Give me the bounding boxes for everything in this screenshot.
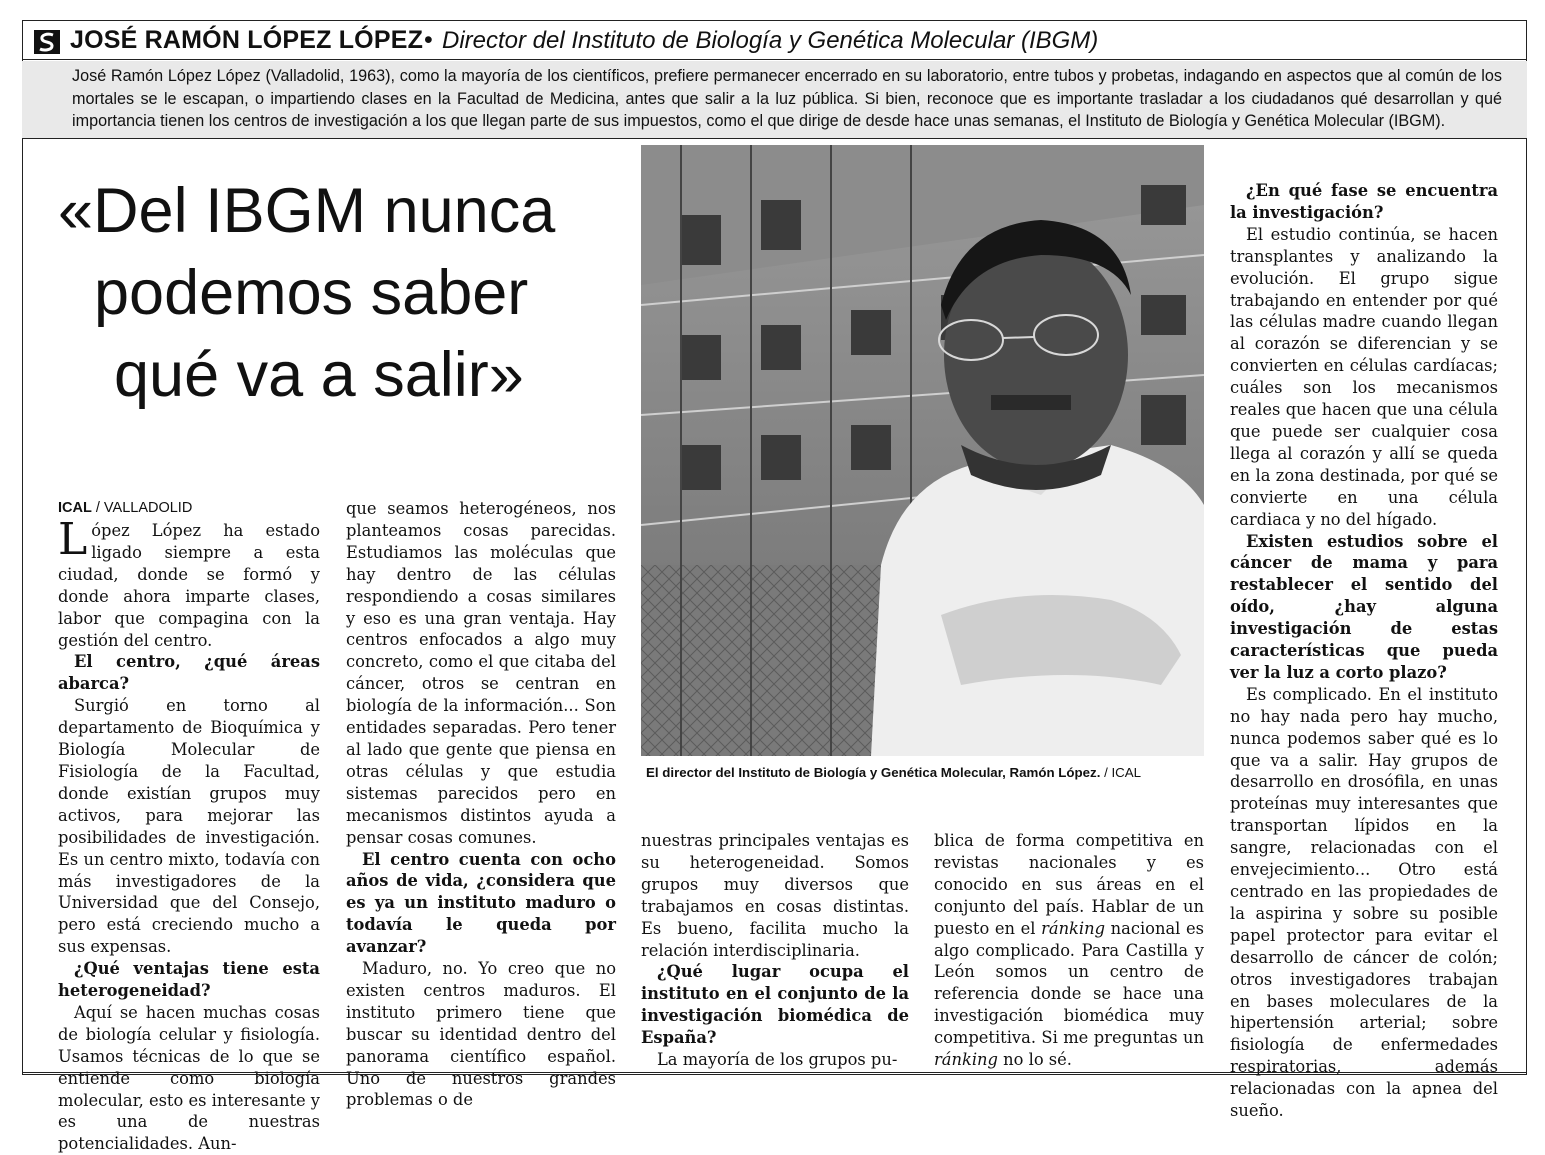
portrait-image: [641, 145, 1204, 756]
column-4: [934, 830, 1204, 1071]
answer-6: Es complicado. En el instituto no hay nada pero hay mucho, nunca podemos saber qué es lo que va a salir. Hay grupos de desarrollo en drosófila, en unas proteínas muy interesantes que transportan lípidos en la sangre, relacionadas con el envejecimiento... Otro está centrado en las propiedades de la aspirina y sobre su posible papel protector para evitar el desarrollo de cáncer de colón; otros investigadores trabajan en bases moleculares de la hipertensión arterial; sobre fisiología de enfermedades respiratorias, además relacionadas con la apnea del sueño.: [1230, 684, 1498, 1121]
question-6: Existen estudios sobre el cáncer de mama y para restablecer el sentido del oído, ¿hay alguna investigación de estas características que pueda ver la luz a corto plazo?: [1230, 531, 1498, 682]
answer-4-part-3: no lo sé.: [997, 1050, 1072, 1070]
column-5: [1230, 180, 1498, 1122]
question-1: El centro, ¿qué áreas abarca?: [58, 652, 320, 694]
answer-4-part-1: blica de forma competitiva en revistas nacionales y es conocido en sus áreas en el conjunto del país. Hablar de un puesto en el: [934, 831, 1204, 938]
bottom-rule: [22, 1072, 1527, 1073]
headline: [58, 170, 628, 416]
ranking-word-1: ránking: [1041, 918, 1106, 938]
intro-text: José Ramón López López (Valladolid, 1963), como la mayoría de los científicos, prefiere permanecer encerrado en su laboratorio, entre tubos y probetas, indagando en aspectos que al común de los mortales se le escapan, o impartiendo clases en la Facultad de Medicina, antes que salir a la luz pública. Si bien, reconoce que es importante trasladar a los ciudadanos qué desarrollan y qué importancia tienen los centros de investigación a los que llegan parte de sus impuestos, como el que dirige de desde hace unas semanas, el Instituto de Biología y Genética Molecular (IBGM).: [72, 67, 1502, 130]
column-1: [58, 514, 321, 1155]
answer-3-continued: nuestras principales ventajas es su heterogeneidad. Somos grupos muy diversos que trabajamos en cosas distintas. Es bueno, facilita mucho la relación interdisciplinaria.: [641, 831, 909, 960]
portrait-photo: [641, 145, 1204, 756]
answer-2: Aquí se hacen muchas cosas de biología celular y fisiología. Usamos técnicas de lo que se entiende como biología molecular, esto es interesante y es una de nuestras potencialidades. Aun-: [58, 1002, 321, 1154]
photo-caption: [646, 765, 1141, 780]
answer-4-continued: [934, 830, 1204, 1071]
interviewee-name: JOSÉ RAMÓN LÓPEZ LÓPEZ: [70, 26, 424, 54]
headline-line-1: «Del IBGM nunca: [58, 176, 556, 246]
newspaper-logo-icon: [34, 30, 60, 54]
question-3: El centro cuenta con ocho años de vida, ¿considera que es ya un instituto maduro o todavía le queda por avanzar?: [346, 849, 616, 957]
interviewee-role: Director del Instituto de Biología y Genética Molecular (IBGM): [442, 27, 1099, 54]
answer-2-continued: que seamos heterogéneos, nos planteamos cosas parecidas. Estudiamos las moléculas que hay dentro de las células respondiendo a cosas similares y eso es una gran ventaja. Hay centros enfocados a algo muy concreto, como el que citaba del cáncer, otros se centran en biología de la información... Son entidades separadas. Pero tener al lado que gente que piensa en otras células y que estudia sistemas parecidos pero en mecanismos distintos ayuda a pensar cosas comunes.: [346, 499, 616, 847]
answer-1: Surgió en torno al departamento de Bioquímica y Biología Molecular de Fisiología de la Facultad, donde existían grupos muy activos, para mejorar las posibilidades de investigación. Es un centro mixto, todavía con más investigadores de la Universidad que del Consejo, pero está creciendo mucho a sus expensas.: [58, 696, 320, 957]
lead-text: ópez López ha estado ligado siempre a esta ciudad, donde se formó y donde ahora imparte clases, labor que compagina con la gestión del centro.: [58, 521, 320, 650]
byline-location: / VALLADOLID: [91, 500, 193, 516]
question-4: ¿Qué lugar ocupa el instituto en el conjunto de la investigación biomédica de España?: [641, 962, 909, 1048]
column-3: [641, 830, 909, 1071]
ranking-word-2: ránking: [934, 1050, 998, 1070]
question-5: ¿En qué fase se encuentra la investigación?: [1230, 181, 1498, 222]
answer-4: La mayoría de los grupos pu-: [657, 1050, 898, 1070]
column-2: [346, 498, 616, 1111]
drop-cap: L: [58, 514, 88, 565]
header-separator: •: [424, 26, 433, 54]
question-2: ¿Qué ventajas tiene esta heterogeneidad?: [58, 959, 320, 1001]
intro-box: [22, 61, 1527, 139]
caption-text: El director del Instituto de Biología y Genética Molecular, Ramón López.: [646, 765, 1101, 780]
headline-line-2: podemos saber: [94, 258, 529, 328]
answer-3: Maduro, no. Yo creo que no existen centros maduros. El instituto primero tiene que buscar su identidad dentro del panorama científico español. Uno de nuestros grandes problemas o de: [346, 959, 616, 1110]
headline-line-3: qué va a salir»: [114, 340, 524, 410]
answer-4-part-2: nacional es algo complicado. Para Castilla y León somos un centro de referencia donde se hace una investigación biomédica muy competitiva. Si me preguntas un: [934, 918, 1205, 1048]
byline-agency: ICAL: [58, 500, 92, 516]
lead-paragraph: [58, 514, 320, 651]
caption-credit: / ICAL: [1100, 765, 1142, 780]
answer-5: El estudio continúa, se hacen transplantes y analizando la evolución. El grupo sigue trabajando en entender por qué las células madre cuando llegan al corazón se diferencian y se convierten en células cardíacas; cuáles son los mecanismos reales que hacen que una célula que puede ser cualquier cosa llega al corazón y allí se queda en la zona destinada, por qué se convierte en una célula cardiaca y no del hígado.: [1230, 224, 1498, 529]
